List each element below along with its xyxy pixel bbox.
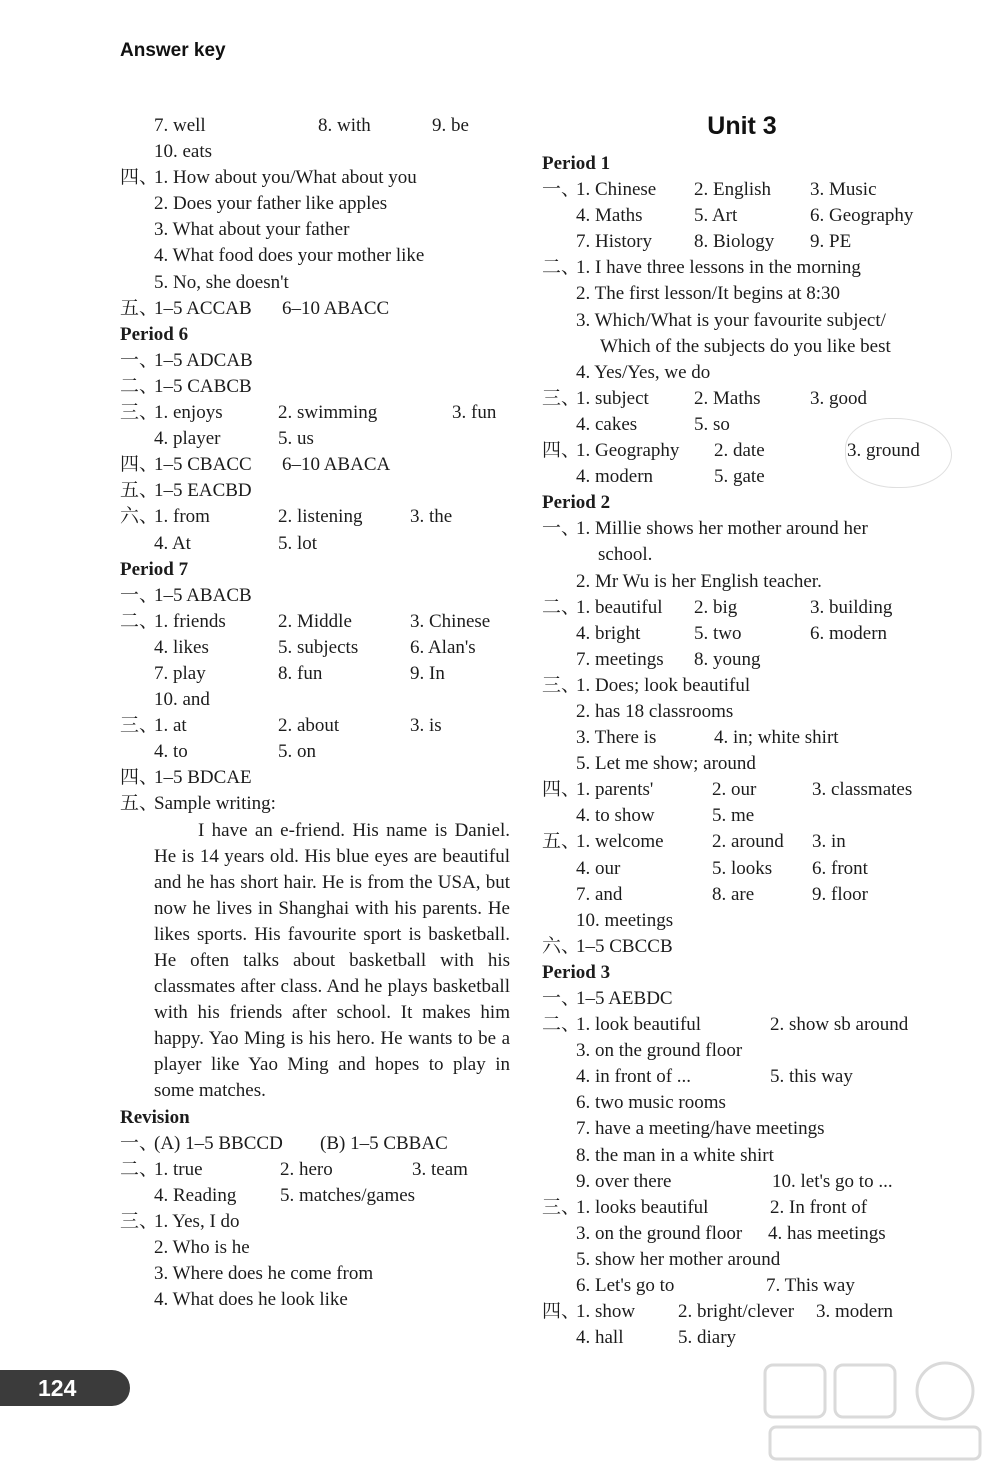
answer-item: 2. about [278,715,340,737]
answer-item: 8. with [318,115,371,136]
answer-item: 6. front [812,857,868,879]
answer-item: 5. Let me show; around [576,753,756,775]
answer-line [120,504,520,530]
question-number-mark: 一、 [542,988,581,1009]
answer-item: 4. in; white shirt [714,727,839,749]
question-number-mark: 五、 [120,297,159,319]
answer-item: 9. floor [812,883,868,905]
answer-line [542,1195,942,1221]
stamp-icon [845,418,952,488]
answer-line [542,1064,942,1090]
answer-item: 2. around [712,831,784,853]
answer-line [542,803,942,829]
question-number-mark: 二、 [120,1158,159,1180]
answer-item: 1. Chinese [576,179,657,201]
answer-item: (A) 1–5 BBCCD [154,1132,283,1154]
right-column [542,113,942,1351]
answer-item: 1. Geography [576,440,680,462]
answer-line [542,229,942,255]
answer-item: 4. Yes/Yes, we do [576,361,711,383]
answer-item: 2. swimming [278,402,378,424]
answer-item: 4. What does he look like [154,1289,348,1311]
answer-item: 2. bright/clever [678,1301,795,1323]
section-heading-text: Period 6 [120,323,189,345]
header-title: Answer key [120,40,226,61]
answer-item: 7. and [576,883,623,905]
answer-line [542,1299,942,1325]
answer-item: 10. meetings [576,909,674,931]
unit-title: Unit 3 [707,112,777,140]
question-number-mark: 四、 [120,167,159,189]
answer-item: 1–5 CBACC [154,454,252,476]
answer-item: 5. two [694,622,742,644]
answer-item: 3. on the ground floor [576,1040,743,1062]
answer-item: 1–5 CBCCB [576,935,673,957]
answer-item: 4. in front of ... [576,1066,692,1088]
question-number-mark: 二、 [120,610,159,632]
answer-item: 8. are [712,883,755,905]
answer-item: 1. subject [576,387,649,409]
answer-line [542,829,942,855]
answer-line [120,348,520,374]
answer-item: 5. this way [770,1066,853,1088]
answer-item: 4. likes [154,636,209,658]
answer-item: 5. No, she doesn't [154,271,289,293]
answer-item: 1. true [154,1158,203,1180]
answer-line [542,1116,942,1142]
answer-item: 2. The first lesson/It begins at 8:30 [576,283,841,305]
answer-item: 1. I have three lessons in the morning [576,257,861,279]
answer-item: 5. diary [678,1327,737,1349]
answer-item: 1. Does; look beautiful [576,674,751,696]
answer-item: 6. Alan's [410,636,476,658]
answer-line [542,1325,942,1351]
answer-item: 1–5 ADCAB [154,349,253,371]
answer-item: 5. so [694,413,730,435]
section-heading [120,1105,520,1131]
answer-item: 6–10 ABACC [282,297,390,319]
answer-line [542,255,942,281]
answer-item: 2. Mr Wu is her English teacher. [576,570,822,592]
answer-item: 3. ground [847,440,920,462]
answer-line [542,308,942,334]
answer-item: 3. classmates [812,779,913,801]
answer-item: 7. have a meeting/have meetings [576,1118,825,1140]
question-number-mark: 一、 [542,179,581,201]
answer-item: 3. Which/What is your favourite subject/ [576,309,886,331]
answer-item: 5. Art [694,205,738,227]
answer-item: 3. Chinese [410,610,491,632]
answer-item: 4. to show [576,805,655,827]
answer-item: 1–5 BDCAE [154,767,252,789]
answer-line [542,725,942,751]
answer-item: 7. play [154,662,206,684]
answer-item: 1. Yes, I do [154,1210,240,1232]
section-heading [120,322,520,348]
answer-item: 3. Where does he come from [154,1263,374,1285]
answer-item: 7. History [576,231,652,253]
answer-line [120,374,520,400]
answer-item: 1. show [576,1301,636,1323]
question-number-mark: 一、 [120,349,159,371]
answer-item: 5. subjects [278,636,359,658]
question-number-mark: 一、 [542,518,581,540]
answer-item: 6–10 ABACA [282,454,391,476]
answer-item: 1–5 EACBD [154,480,252,502]
answer-item: 5. me [712,805,755,827]
answer-item: 3. is [410,715,442,737]
answer-line [542,360,942,386]
answer-line [120,478,520,504]
answer-item: 5. show her mother around [576,1248,781,1270]
section-heading-text: Period 3 [542,961,611,983]
section-heading [542,151,942,177]
answer-item: 2. English [694,179,772,201]
answer-line [120,139,520,165]
answer-line [542,177,942,203]
answer-line [120,296,520,322]
answer-line [120,765,520,791]
question-number-mark: 一、 [120,1132,159,1154]
answer-line [120,270,520,296]
answer-item: 4. bright [576,622,641,644]
answer-item: 9. In [410,662,445,684]
answer-item: 4. Maths [576,205,643,227]
answer-item: 1–5 CABCB [154,375,252,397]
answer-line [120,217,520,243]
question-number-mark: 四、 [542,440,581,462]
answer-item: 3. in [812,831,846,853]
answer-item: 2. listening [278,506,363,528]
answer-line [542,1247,942,1273]
answer-line [120,191,520,217]
answer-item: 5. on [278,741,316,763]
answer-item: 9. over there [576,1170,672,1192]
answer-item: 2. In front of [770,1196,868,1218]
answer-item: 4. modern [576,466,654,488]
answer-line [542,595,942,621]
answer-line [542,777,942,803]
answer-line [120,165,520,191]
answer-line [542,1038,942,1064]
answer-item: 10. let's go to ... [772,1170,893,1192]
question-number-mark: 三、 [542,387,581,409]
answer-line [542,516,942,542]
answer-line [542,1221,942,1247]
answer-line [120,531,520,557]
answer-item: 2. has 18 classrooms [576,700,734,722]
answer-item: 4. our [576,857,621,879]
answer-line [542,203,942,229]
answer-line [120,739,520,765]
answer-line [542,908,942,934]
answer-item: 1. look beautiful [576,1014,702,1036]
answer-item: 4. cakes [576,413,638,435]
answer-line [120,426,520,452]
answer-item: 1–5 ABACB [154,584,252,606]
answer-item: 1–5 AEBDC [576,988,673,1009]
answer-item: 7. meetings [576,648,664,670]
answer-item: 2. our [712,779,757,801]
answer-item: 2. date [714,440,765,462]
answer-line [542,386,942,412]
question-number-mark: 六、 [120,506,159,528]
answer-item: 10. and [154,689,210,711]
answer-item: 4. player [154,428,221,450]
answer-line [542,986,942,1012]
answer-item: Which of the subjects do you like best [600,335,891,357]
answer-item: 1. parents' [576,779,654,801]
answer-item: 1. from [154,506,210,528]
answer-line [120,661,520,687]
answer-item: Sample writing: [154,793,276,815]
answer-item: 8. young [694,648,761,670]
answer-item: 3. the [410,506,453,528]
question-number-mark: 六、 [542,935,581,957]
answer-item: 6. Let's go to [576,1275,675,1297]
answer-item: 4. What food does your mother like [154,245,425,267]
answer-line [542,856,942,882]
answer-item: 2. big [694,596,738,618]
question-number-mark: 二、 [542,596,581,618]
question-number-mark: 五、 [120,793,159,815]
question-number-mark: 四、 [542,1301,581,1323]
answer-line [120,113,520,139]
answer-line [542,542,942,568]
question-number-mark: 三、 [120,1210,159,1232]
answer-item: 1. enjoys [154,402,223,424]
answer-item: 1. at [154,715,187,737]
answer-line [542,934,942,960]
section-heading [542,490,942,516]
question-number-mark: 四、 [120,767,159,789]
answer-line [120,687,520,713]
section-heading-text: Period 1 [542,153,611,174]
answer-item: 5. lot [278,532,318,554]
answer-item: 6. modern [810,622,888,644]
answer-item: 1. Millie shows her mother around her [576,518,868,540]
answer-line [542,1012,942,1038]
answer-line [120,609,520,635]
question-number-mark: 三、 [120,402,159,424]
answer-line [542,1143,942,1169]
answer-item: 2. hero [280,1158,333,1180]
answer-item: school. [598,544,653,566]
section-heading-text: Period 2 [542,492,611,514]
question-number-mark: 四、 [542,779,581,801]
question-number-mark: 二、 [120,375,159,397]
sample-writing-paragraph: I have an e-friend. His name is Daniel. He is 14 years old. His blue eyes are beautiful and he has short hair. He is from the USA, but now he lives in Shanghai with his parents. He likes sports. His favourite sport is basketball. He often talks about basketball with his classmates after class. And he plays basketball with his friends after school. It makes him happy. Yao Ming is his hero. He wants to be a player like Yao Ming and hopes to play in some matches. [154,819,510,1102]
answer-line [542,882,942,908]
question-number-mark: 二、 [542,257,581,279]
answer-line [542,647,942,673]
answer-item: 9. PE [810,231,852,253]
answer-line [542,334,942,360]
answer-item: 1–5 ACCAB [154,297,252,319]
answer-item: 8. Biology [694,231,775,253]
answer-line [120,1235,520,1261]
answer-line [120,1157,520,1183]
answer-line [120,1209,520,1235]
answer-item: 4. hall [576,1327,624,1349]
answer-item: 2. show sb around [770,1014,909,1036]
answer-item: 1. beautiful [576,596,663,618]
answer-item: 4. has meetings [768,1222,886,1244]
answer-item: 1. How about you/What about you [154,167,417,189]
left-column [120,113,520,1313]
section-heading-text: Period 7 [120,558,189,580]
answer-line [120,713,520,739]
answer-item: 8. fun [278,662,323,684]
answer-line [120,635,520,661]
answer-item: 5. us [278,428,314,450]
answer-line [542,1169,942,1195]
answer-item: 5. matches/games [280,1184,416,1206]
answer-item: 6. two music rooms [576,1092,726,1114]
section-heading [120,557,520,583]
answer-item: 3. Music [810,179,877,201]
question-number-mark: 三、 [542,674,581,696]
question-number-mark: 三、 [120,715,159,737]
answer-item: 3. good [810,387,867,409]
answer-item: 3. fun [452,402,497,424]
answer-item: 1. friends [154,610,226,632]
answer-item: 2. Maths [694,387,761,409]
answer-item: 8. the man in a white shirt [576,1144,774,1166]
page-number: 124 [38,1375,77,1401]
answer-line [542,1273,942,1299]
answer-line [542,673,942,699]
answer-item: 5. gate [714,466,765,488]
answer-item: 3. building [810,596,893,618]
answer-line [120,452,520,478]
answer-item: 10. eats [154,141,213,163]
answer-line [542,621,942,647]
answer-line [542,699,942,725]
answer-item: 3. on the ground floor [576,1222,743,1244]
answer-item: 6. Geography [810,205,914,227]
watermark-logo-icon [755,1355,995,1467]
answer-line [120,243,520,269]
question-number-mark: 二、 [542,1014,581,1036]
answer-item: 1. looks beautiful [576,1196,709,1218]
answer-line [120,1131,520,1157]
answer-line [542,569,942,595]
answer-line [120,1261,520,1287]
answer-line [542,751,942,777]
answer-item: 7. well [154,115,206,136]
answer-item: 4. At [154,532,191,554]
answer-line [120,400,520,426]
answer-line [120,583,520,609]
answer-item: 1. welcome [576,831,664,853]
answer-item: 3. There is [576,727,657,749]
answer-line [120,791,520,817]
answer-item: 4. to [154,741,188,763]
answer-item: 2. Who is he [154,1237,250,1259]
question-number-mark: 一、 [120,584,159,606]
answer-line [542,281,942,307]
question-number-mark: 五、 [120,480,159,502]
answer-item: 2. Middle [278,610,352,632]
section-heading-text: Revision [120,1106,190,1128]
answer-item: 5. looks [712,857,773,879]
answer-line [120,1287,520,1313]
section-heading [542,960,942,986]
answer-line [542,1090,942,1116]
answer-item: (B) 1–5 CBBAC [320,1132,448,1154]
answer-item: 3. What about your father [154,219,350,241]
answer-line [120,1183,520,1209]
answer-item: 7. This way [766,1275,855,1297]
answer-item: 9. be [432,115,469,136]
answer-item: 2. Does your father like apples [154,193,388,215]
answer-item: 3. modern [816,1301,894,1323]
answer-item: 3. team [412,1158,468,1180]
answer-item: 4. Reading [154,1184,237,1206]
question-number-mark: 三、 [542,1196,581,1218]
question-number-mark: 四、 [120,454,159,476]
question-number-mark: 五、 [542,831,581,853]
